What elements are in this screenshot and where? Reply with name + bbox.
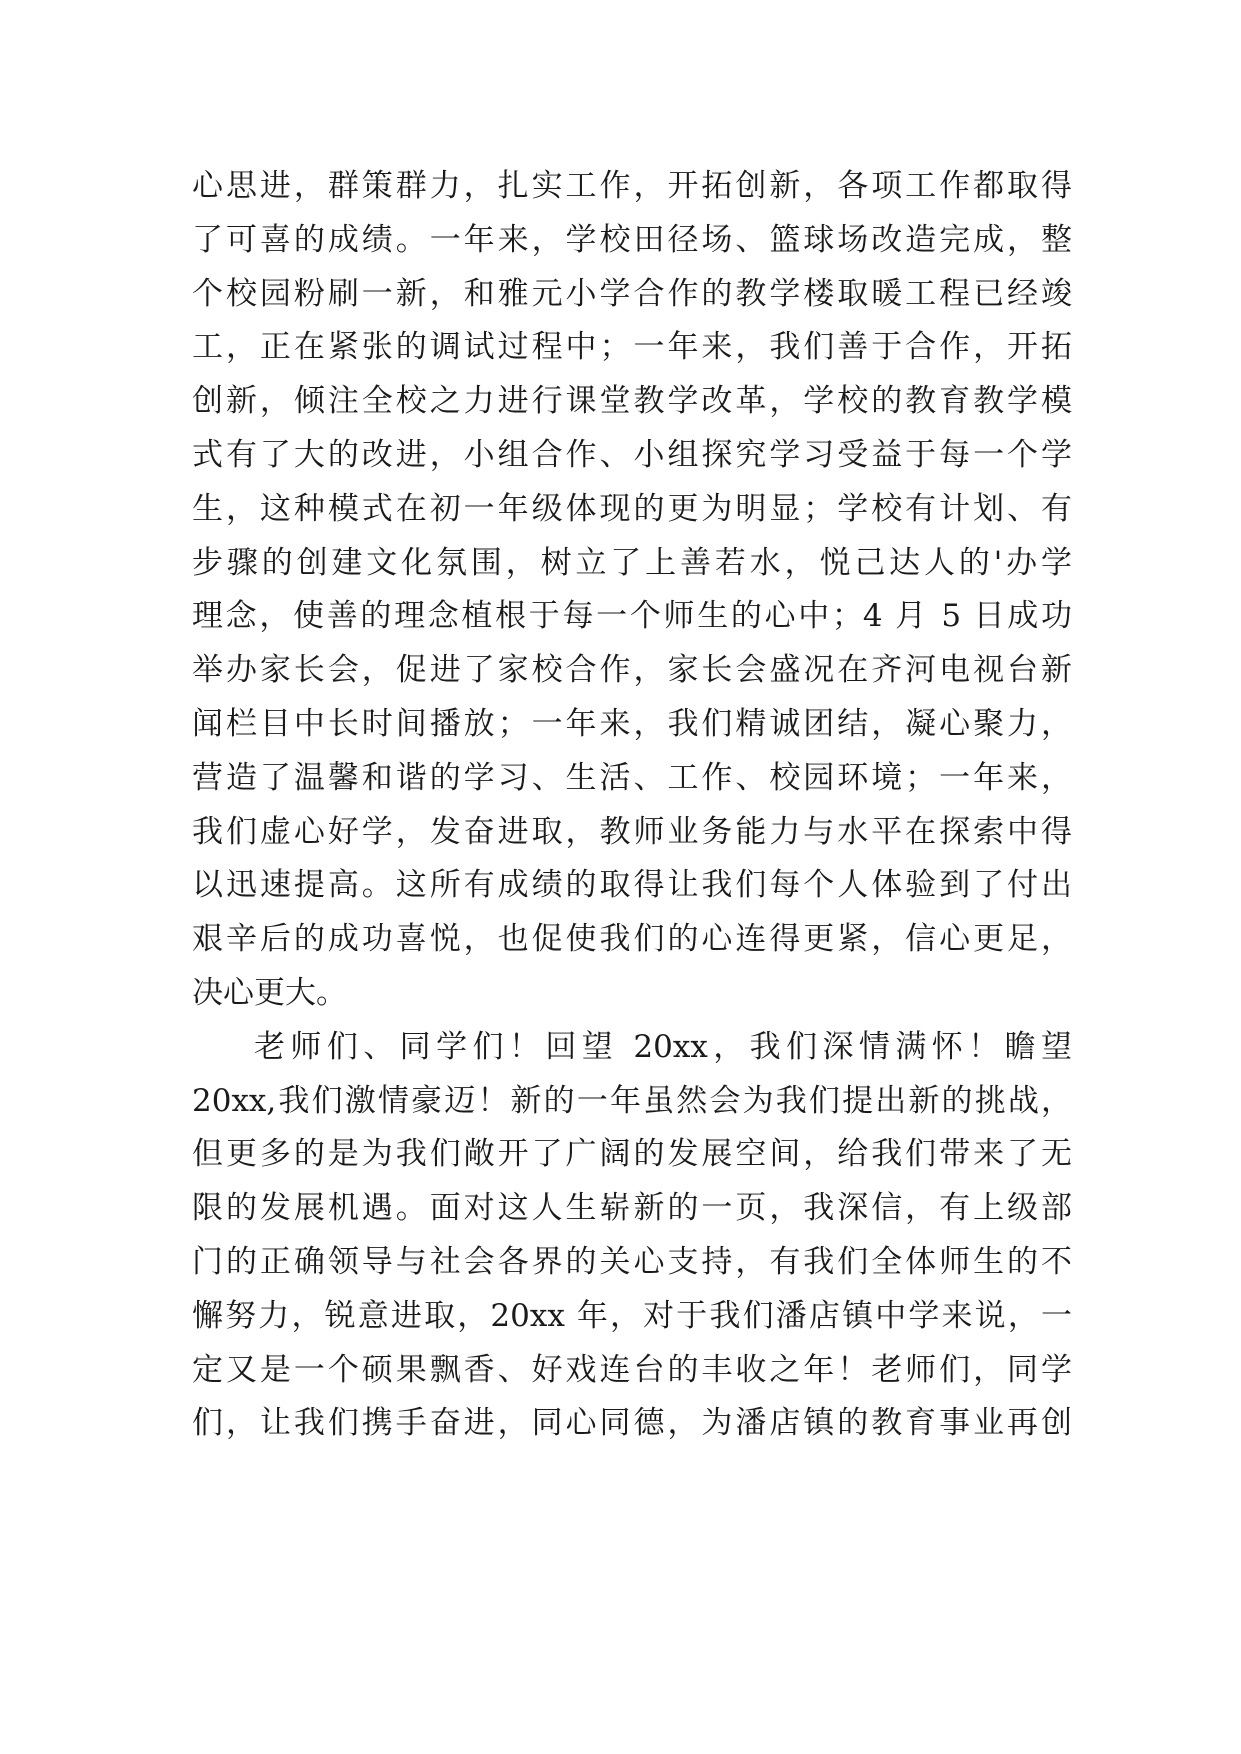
text-line: 举办家长会，促进了家校合作，家长会盛况在齐河电视台新 [192, 652, 1072, 689]
text-line: 懈努力，锐意进取，20xx 年，对于我们潘店镇中学来说，一 [192, 1297, 1072, 1334]
text-line: 艰辛后的成功喜悦，也促使我们的心连得更紧，信心更足， [192, 921, 1072, 958]
text-line: 限的发展机遇。面对这人生崭新的一页，我深信，有上级部 [192, 1190, 1072, 1227]
text-line: 理念，使善的理念植根于每一个师生的心中；4 月 5 日成功 [192, 598, 1072, 635]
text-line: 以迅速提高。这所有成绩的取得让我们每个人体验到了付出 [192, 867, 1072, 904]
paragraph-1 [192, 160, 1072, 1021]
text-line: 步骤的创建文化氛围，树立了上善若水，悦己达人的'办学 [192, 544, 1072, 581]
text-line: 心思进，群策群力，扎实工作，开拓创新，各项工作都取得 [192, 168, 1072, 204]
paragraph-2 [192, 1021, 1072, 1451]
body-text [192, 160, 1072, 1451]
text-line: 工，正在紧张的调试过程中；一年来，我们善于合作，开拓 [192, 329, 1072, 366]
text-line: 了可喜的成绩。一年来，学校田径场、篮球场改造完成，整 [192, 221, 1072, 258]
text-line: 老师们、同学们！回望 20xx，我们深情满怀！瞻望 [254, 1028, 1072, 1065]
text-line: 营造了温馨和谐的学习、生活、工作、校园环境；一年来， [192, 759, 1072, 796]
text-line: 式有了大的改进，小组合作、小组探究学习受益于每一个学 [192, 436, 1072, 473]
text-line: 20xx,我们激情豪迈！新的一年虽然会为我们提出新的挑战， [192, 1082, 1072, 1119]
text-line: 决心更大。 [192, 974, 347, 1011]
text-line: 闻栏目中长时间播放；一年来，我们精诚团结，凝心聚力， [192, 705, 1072, 742]
text-line: 个校园粉刷一新，和雅元小学合作的教学楼取暖工程已经竣 [192, 275, 1072, 312]
text-line: 定又是一个硕果飘香、好戏连台的丰收之年！老师们，同学 [192, 1351, 1072, 1388]
text-line: 门的正确领导与社会各界的关心支持，有我们全体师生的不 [192, 1243, 1072, 1280]
text-line: 但更多的是为我们敞开了广阔的发展空间，给我们带来了无 [192, 1136, 1072, 1173]
text-line: 我们虚心好学，发奋进取，教师业务能力与水平在探索中得 [192, 813, 1072, 850]
text-line: 生，这种模式在初一年级体现的更为明显；学校有计划、有 [192, 490, 1072, 527]
text-line: 创新，倾注全校之力进行课堂教学改革，学校的教育教学模 [192, 383, 1072, 420]
text-line: 们，让我们携手奋进，同心同德，为潘店镇的教育事业再创 [192, 1405, 1072, 1442]
